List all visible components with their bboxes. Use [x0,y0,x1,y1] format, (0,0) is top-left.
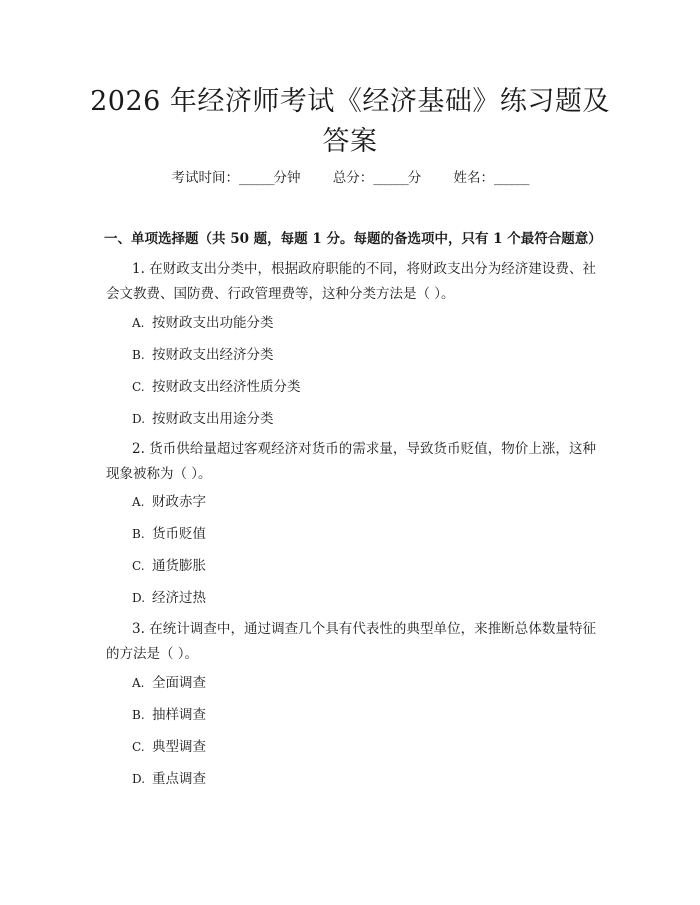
option-letter: A. [132,316,145,330]
option-text: 经济过热 [152,590,206,606]
option-letter: D. [132,412,146,426]
question-2-option-b [132,524,206,544]
question-1-option-b [132,345,274,365]
option-text: 典型调查 [152,739,206,755]
exam-time-blank: ______ [238,170,274,186]
question-3-option-a [132,673,206,693]
section-heading: 一、单项选择题（共 50 题，每题 1 分。每题的备选项中，只有 1 个最符合题意） [104,231,602,247]
exam-info-line [0,169,700,187]
option-text: 按财政支出经济性质分类 [152,379,301,395]
option-letter: A. [132,495,145,509]
option-text: 通货膨胀 [152,558,206,574]
exam-time-field [171,170,300,186]
option-text: 重点调查 [152,771,206,787]
question-3-option-b [132,705,206,725]
option-letter: B. [132,708,145,722]
option-letter: A. [132,676,145,690]
total-score-field [333,170,422,186]
option-letter: C. [132,740,145,754]
total-score-blank: ______ [373,170,408,186]
option-letter: B. [132,348,145,362]
question-1-option-c [132,377,301,397]
exam-time-label: 考试时间： [171,170,239,186]
total-score-unit: 分 [407,170,422,186]
question-3-text: 3. 在统计调查中，通过调查几个具有代表性的典型单位，来推断总体数量特征的方法是（ ）。 [106,621,596,662]
question-2-option-d [132,588,206,608]
option-text: 按财政支出经济分类 [152,347,274,363]
name-blank: ______ [494,170,529,186]
option-letter: D. [132,772,146,786]
question-3-option-c [132,737,206,757]
question-1-text: 1. 在财政支出分类中，根据政府职能的不同，将财政支出分为经济建设费、社会文教费、国防费、行政管理费等，这种分类方法是（ ）。 [106,261,596,302]
document-title: 2026 年经济师考试《经济基础》练习题及答案 [90,86,610,157]
option-text: 按财政支出用途分类 [152,411,274,427]
question-2-option-a [132,492,206,512]
question-3-option-d [132,769,206,789]
question-1-option-a [132,313,274,333]
option-text: 抽样调查 [152,707,206,723]
name-field [454,170,529,186]
option-text: 全面调查 [152,675,206,691]
name-label: 姓名： [453,170,495,186]
exam-time-unit: 分钟 [273,170,301,186]
option-text: 财政赤字 [152,494,206,510]
option-letter: C. [132,380,145,394]
option-letter: D. [132,591,146,605]
option-text: 货币贬值 [152,526,206,542]
question-1-option-d [132,409,274,429]
option-letter: B. [132,527,145,541]
question-2-text: 2. 货币供给量超过客观经济对货币的需求量，导致货币贬值，物价上涨，这种现象被称为（ ）。 [106,441,596,482]
total-score-label: 总分： [332,170,374,186]
option-letter: C. [132,559,145,573]
option-text: 按财政支出功能分类 [152,315,274,331]
question-2-option-c [132,556,206,576]
